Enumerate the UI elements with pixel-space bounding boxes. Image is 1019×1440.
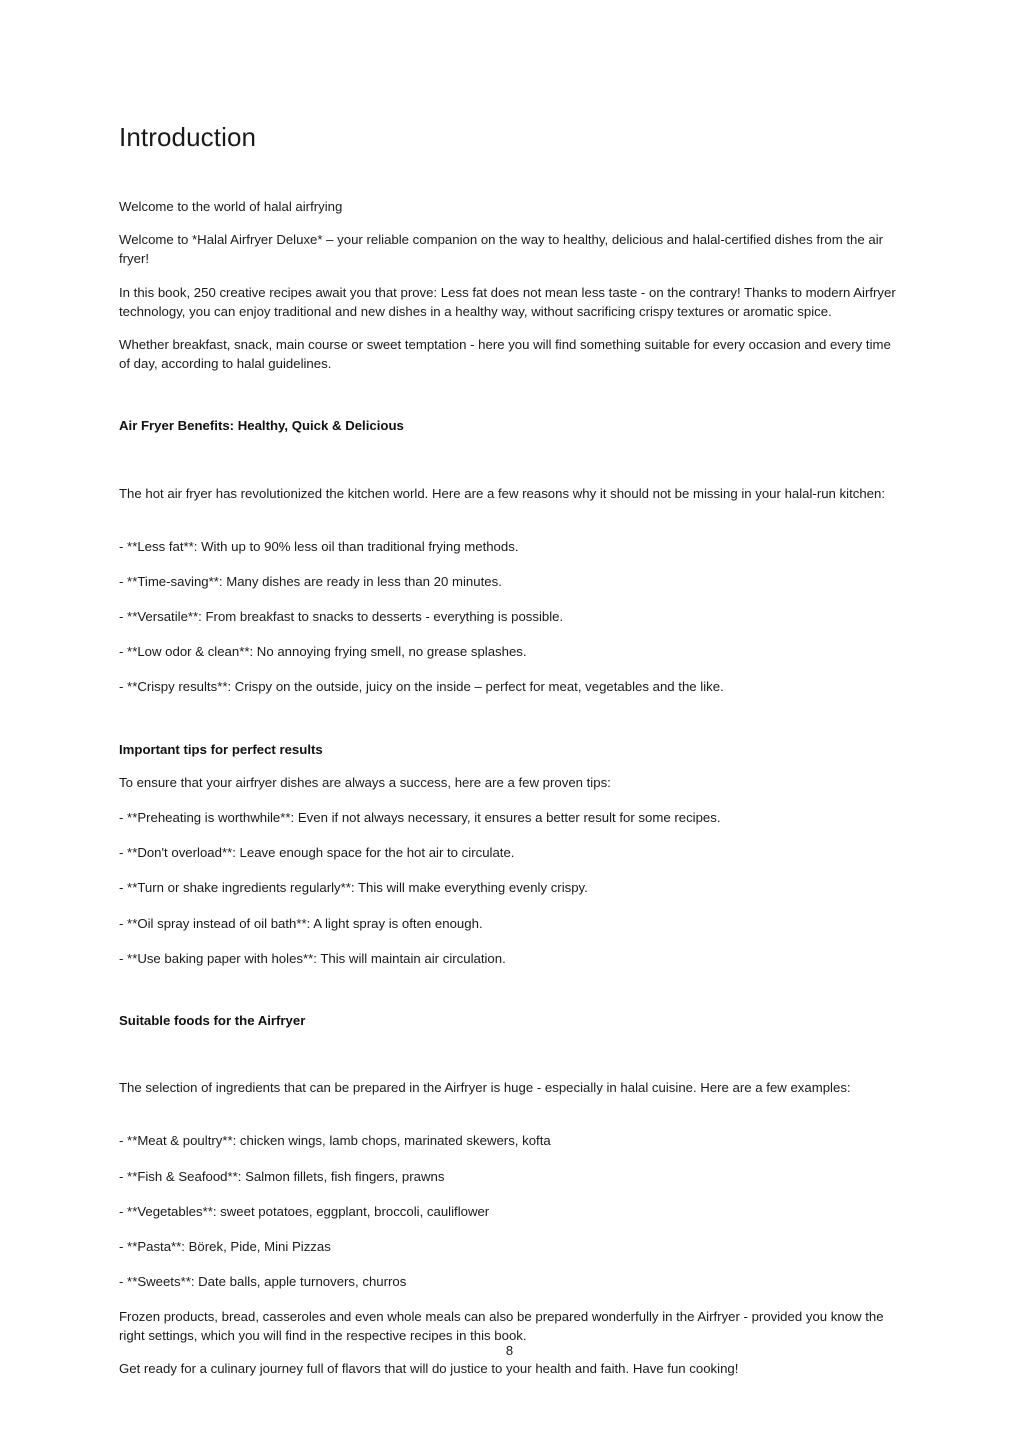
spacer [119,153,901,197]
spacer [119,503,901,537]
intro-paragraph-1: Welcome to *Halal Airfryer Deluxe* – your reliable companion on the way to healthy, delicious and halal-certified dishes from the air fryer! [119,232,884,267]
list-item: - **Use baking paper with holes**: This will maintain air circulation. [119,950,506,966]
spacer [119,556,901,572]
list-item: - **Oil spray instead of oil bath**: A light spray is often enough. [119,915,483,931]
spacer [119,626,901,642]
intro-paragraph-3: Whether breakfast, snack, main course or sweet temptation - here you will find something suitable for every occasion and every time of day, according to halal guidelines. [119,336,891,372]
spacer [119,1186,901,1202]
list-item: - **Pasta**: Börek, Pide, Mini Pizzas [119,1238,331,1254]
spacer [119,1291,901,1307]
page-content [119,0,901,1379]
page-number: 8 [505,1343,514,1358]
spacer [119,1097,901,1131]
closing-paragraph-1: Frozen products, bread, casseroles and even whole meals can also be prepared wonderfully in the Airfryer - provided you know the right settings, which you will find in the respective recipes in this book. [119,1309,884,1344]
spacer [119,373,901,417]
spacer [119,898,901,914]
page-title: Introduction [119,122,257,152]
spacer [119,321,901,335]
section-intro-tips: To ensure that your airfryer dishes are always a success, here are a few proven tips: [119,774,611,790]
spacer [119,933,901,949]
spacer [119,269,901,283]
list-item: - **Don't overload**: Leave enough space for the hot air to circulate. [119,845,515,861]
spacer [119,436,901,484]
spacer [119,1221,901,1237]
list-item: - **Preheating is worthwhile**: Even if not always necessary, it ensures a better result for some recipes. [119,810,721,826]
section-heading-foods: Suitable foods for the Airfryer [119,1012,306,1028]
list-item: - **Sweets**: Date balls, apple turnovers, churros [119,1274,407,1290]
section-intro-benefits: The hot air fryer has revolutionized the kitchen world. Here are a few reasons why it should not be missing in your halal-run kitchen: [119,485,885,501]
spacer [119,1030,901,1078]
section-intro-foods: The selection of ingredients that can be prepared in the Airfryer is huge - especially in halal cuisine. Here are a few examples: [119,1080,851,1096]
closing-paragraph-2: Get ready for a culinary journey full of flavors that will do justice to your health and faith. Have fun cooking! [119,1361,739,1377]
spacer [119,216,901,230]
spacer [119,862,901,878]
spacer [119,1256,901,1272]
list-item: - **Meat & poultry**: chicken wings, lamb chops, marinated skewers, kofta [119,1133,551,1149]
spacer [119,759,901,773]
list-item: - **Fish & Seafood**: Salmon fillets, fish fingers, prawns [119,1168,445,1184]
list-item: - **Crispy results**: Crispy on the outside, juicy on the inside – perfect for meat, vegetables and the like. [119,679,724,695]
spacer [119,591,901,607]
section-heading-tips: Important tips for perfect results [119,741,323,757]
spacer [119,827,901,843]
spacer [119,792,901,808]
intro-paragraph-2: In this book, 250 creative recipes await you that prove: Less fat does not mean less taste - on the contrary! Thanks to modern Airfryer technology, you can enjoy traditional and new dishes in a healthy way, without sacrificing crispy textures or aromatic spice. [119,284,896,319]
list-item: - **Time-saving**: Many dishes are ready in less than 20 minutes. [119,573,502,589]
list-item: - **Less fat**: With up to 90% less oil than traditional frying methods. [119,538,519,554]
list-item: - **Versatile**: From breakfast to snacks to desserts - everything is possible. [119,609,564,625]
list-item: - **Low odor & clean**: No annoying frying smell, no grease splashes. [119,644,527,660]
spacer [119,661,901,677]
intro-tagline: Welcome to the world of halal airfrying [119,199,343,215]
list-item: - **Turn or shake ingredients regularly**: This will make everything evenly crispy. [119,880,588,896]
list-item: - **Vegetables**: sweet potatoes, eggplant, broccoli, cauliflower [119,1203,490,1219]
spacer [119,968,901,1012]
spacer [119,697,901,741]
spacer [119,1151,901,1167]
section-heading-benefits: Air Fryer Benefits: Healthy, Quick & Delicious [119,418,404,434]
